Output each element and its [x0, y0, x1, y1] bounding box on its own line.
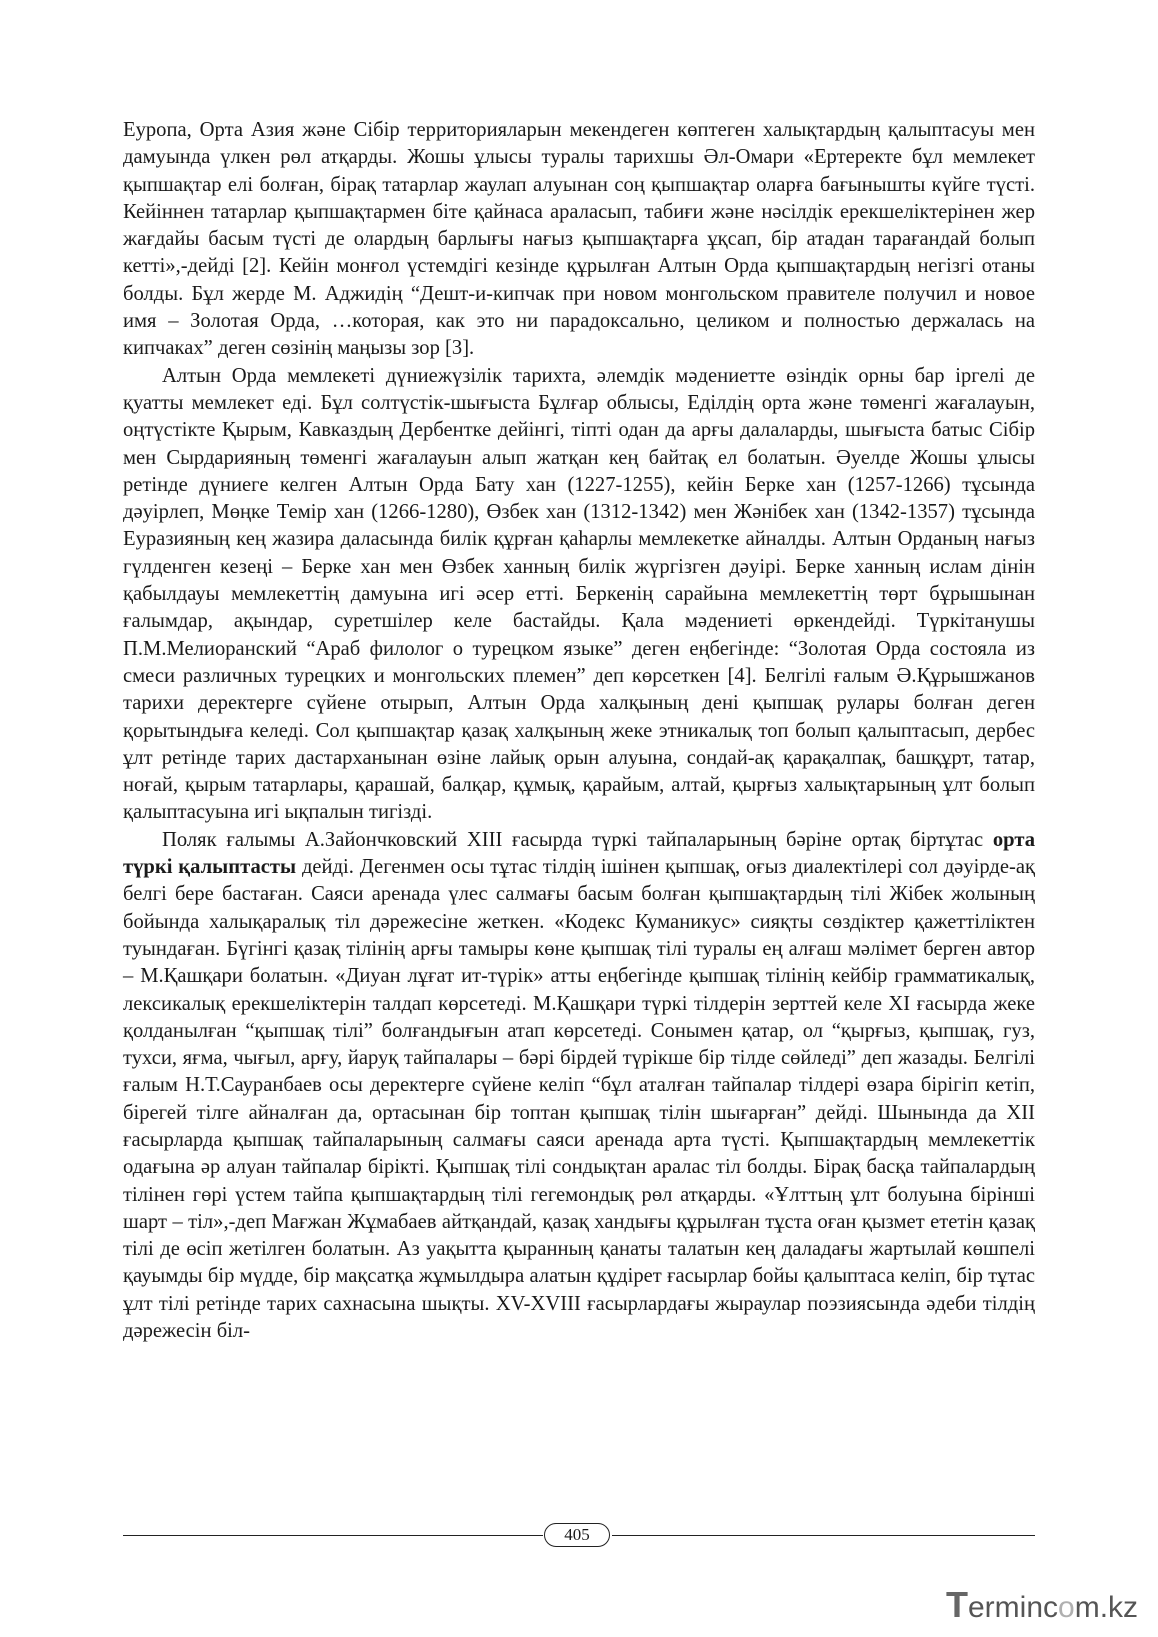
text-run: Еуропа, Орта Азия және Сібір территорияларын мекендеген көптеген халықтардың қалыптасуы мен дамуында үлкен рөл атқарды. Жошы ұлысы туралы тарихшы Әл-Омари «Ертеректе бұл мемлекет қыпшақтар елі болған, бірақ татарлар жаулап алуынан соң қыпшақтар оларға бағынышты күйге түсті. Кейіннен татарлар қыпшақтармен біте қайнаса араласып, табиғи және нәсілдік ерекшеліктерінен жер жағдайы басым түсті де олардың барлығы нағыз қыпшақтарға ұқсап, бір атадан тарағандай болып кетті»,-дейді [2]. Кейін монғол үстемдігі кезінде құрылған Алтын Орда қыпшақтардың негізгі отаны болды. Бұл жерде М. Аджидің “Дешт-и-кипчак при новом монгольском правителе получил и новое имя – Золотая Орда, …которая, как это ни парадоксально, целиком и полностью держалась на кипчаках” деген сөзінің маңызы зор [3]. — [123, 119, 1035, 360]
paragraph — [123, 117, 1035, 363]
logo-swoosh-letter: o — [1058, 1591, 1075, 1624]
footer-rule-right — [612, 1535, 1035, 1536]
page-number: 405 — [544, 1523, 610, 1547]
article-body — [123, 117, 1035, 1345]
text-run: Поляк ғалымы А.Зайончковский XIII ғасырда түркі тайпаларының бәріне ортақ біртұтас — [162, 828, 993, 851]
logo-text-part-two: m.kz — [1074, 1591, 1139, 1624]
text-run: Алтын Орда мемлекеті дүниежүзілік тарихта, әлемдік мәдениетте өзіндік орны бар іргелі де қуатты мемлекет еді. Бұл солтүстік-шығыста Бұлғар облысы, Еділдің орта және төменгі жағалауын, оңтүстікте Қырым, Кавказдың Дербентке дейінгі, тіпті одан да арғы далаларды, шығыста батыс Сібір мен Сырдарияның төменгі жағалауын алып жатқан кең байтақ ел болатын. Әуелде Жошы ұлысы ретінде дүниеге келген Алтын Орда Бату хан (1227-1255), кейін Берке хан (1257-1266) тұсында дәуірлеп, Мөңке Темір хан (1266-1280), Өзбек хан (1312-1342) мен Жәнібек хан (1342-1357) тұсында Еуразияның кең жазира даласында билік құрған қаһарлы мемлекетке айналды. Алтын Орданың нағыз гүлденген кезеңі – Берке хан мен Өзбек ханның билік жүргізген дәуірі. Берке ханның ислам дінін қабылдауы мемлекеттің дамуына игі әсер етті. Беркенің сарайына мемлекеттің төрт бұрышынан ғалымдар, ақындар, суретшілер келе бастайды. Қала мәдениеті өркендейді. Түркітанушы П.М.Мелиоранский “Араб филолог о турецком языке” деген еңбегінде: “Золотая Орда состояла из смеси различных турецких и монгольских племен” деп көрсеткен [4]. Белгілі ғалым Ә.Құрышжанов тарихи деректерге сүйене отырып, Алтын Орда халқының дені қыпшақ рулары болған деген қорытындыға келеді. Сол қыпшақтар қазақ халқының жеке этникалық топ болып қалыптасып, дербес ұлт ретінде тарих дастарханынан өзіне лайық орын алуына, сондай-ақ қарақалпақ, башқұрт, татар, ноғай, қырым татарлары, қарашай, балқар, құмық, қарайым, алтай, қырғыз халықтарының ұлт болып қалыптасуына игі ықпалын тигізді. — [123, 364, 1035, 824]
termincom-logo[interactable] — [946, 1585, 1146, 1629]
bold-term: орта түркі қалыптасты — [123, 828, 1035, 879]
logo-letter-t: T — [946, 1584, 968, 1625]
text-run: дейді. Дегенмен осы тұтас тілдің ішінен қыпшақ, оғыз диалектілері сол дәуірде-ақ белгі бере бастаған. Саяси аренада үлес салмағы басым болған қыпшақтардың тілі Жібек жолының бойында халықаралық тіл дәрежесіне жеткен. «Кодекс Куманикус» сияқты сөздіктер қажеттіліктен туындаған. Бүгінгі қазақ тілінің арғы тамыры көне қыпшақ тілі туралы ең алғаш мәлімет берген автор – М.Қашқари болатын. «Диуан лұғат ит-түрік» атты еңбегінде қыпшақ тілінің кейбір грамматикалық, лексикалық ерекшеліктерін талдап көрсетеді. М.Қашқари түркі тілдерін зерттей келе XI ғасырда жеке қолданылған “қыпшақ тілі” болғандығын атап көрсетеді. Сонымен қатар, ол “қырғыз, қыпшақ, гуз, тухси, яғма, чығыл, арғу, йаруқ тайпалары – бәрі бірдей түрікше бір тілде сөйледі” деп жазады. Белгілі ғалым Н.Т.Сауранбаев осы деректерге сүйене келіп “бұл аталған тайпалар тілдері өзара бірігіп кетіп, бірегей тілге айналған да, ортасынан бір топтан қыпшақ тілін шығарған” дейді. Шынында да XII ғасырларда қыпшақ тайпаларының салмағы саяси аренада арта түсті. Қыпшақтардың мемлекеттік одағына әр алуан тайпалар бірікті. Қыпшақ тілі сондықтан аралас тіл болды. Бірақ басқа тайпалардың тілінен гөрі үстем тайпа қыпшақтардың тілі гегемондық рөл атқарды. «Ұлттың ұлт болуына бірінші шарт – тіл»,-деп Мағжан Жұмабаев айтқандай, қазақ хандығы құрылған тұста оған қызмет ететін қазақ тілі де өсіп жетілген болатын. Аз уақытта қыранның қанаты талатын кең даладағы жартылай көшпелі қауымды бір мүдде, бір мақсатқа жұмылдыра алатын құдірет ғасырлар бойы қалыптаса келіп, бір тұтас ұлт тілі ретінде тарих сахнасына шықты. XV-XVIII ғасырлардағы жыраулар поэзиясында әдеби тілдің дәрежесін біл- — [123, 856, 1035, 1343]
footer-rule-left — [123, 1535, 543, 1536]
paragraph — [123, 827, 1035, 1346]
paragraph — [123, 363, 1035, 827]
logo-text-part-one: erminc — [968, 1591, 1059, 1624]
